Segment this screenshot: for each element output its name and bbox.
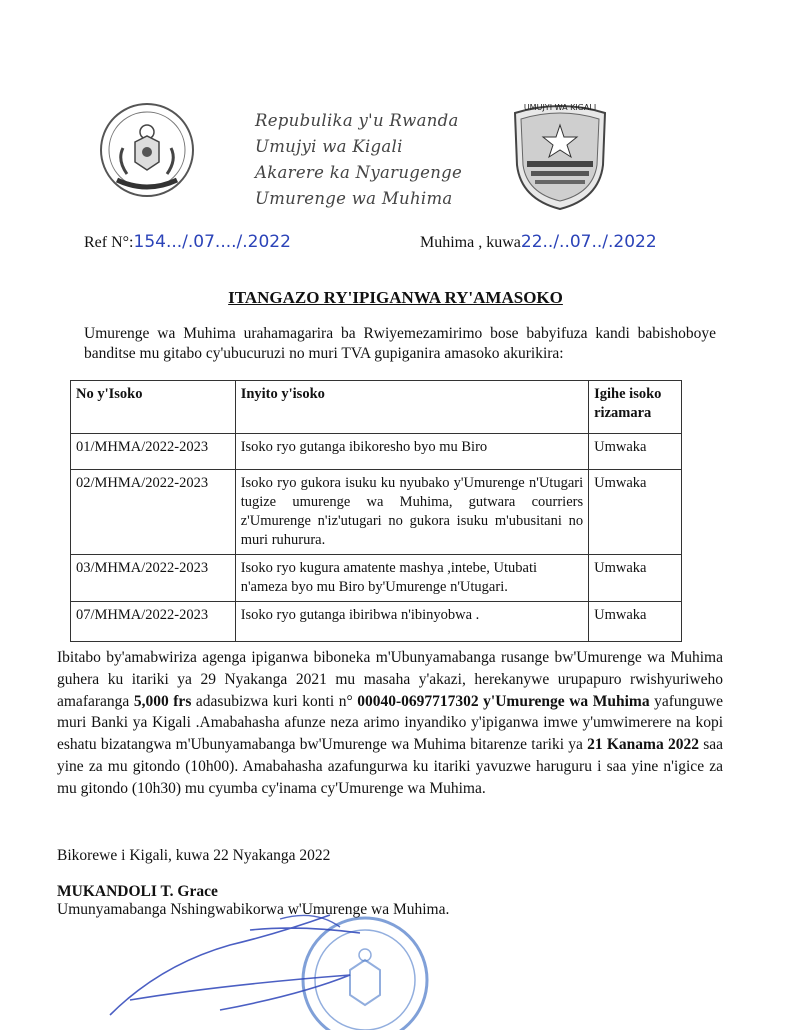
document-title: ITANGAZO RY'IPIGANWA RY'AMASOKO xyxy=(228,288,563,307)
body-text-2: adasubizwa kuri konti n° xyxy=(191,692,358,710)
dateline-prefix: Muhima , kuwa xyxy=(420,234,521,251)
dateline-value: 22../..07../.2022 xyxy=(520,232,657,252)
body-text-4: saa yine za mu gitondo (10h00). Amabahasha azafungurwa ku itariki yavuzwe haruguru i saa yine n'igice za mu gitondo (10h30) mu cyumba cy'inama cy'Umurenge wa Muhima. xyxy=(57,736,723,797)
city-logo-text: UMUJYI WA KIGALI xyxy=(523,103,597,112)
tender-duration: Umwaka xyxy=(589,555,682,602)
dateline xyxy=(420,232,657,252)
tender-number: 01/MHMA/2022-2023 xyxy=(71,434,236,470)
tender-number: 02/MHMA/2022-2023 xyxy=(71,470,236,555)
signatory-title: Umunyamabanga Nshingwabikorwa w'Umurenge wa Muhima. xyxy=(57,901,450,918)
table-row xyxy=(71,434,682,470)
table-row xyxy=(71,470,682,555)
signature-icon xyxy=(100,905,440,1024)
signatory-name: MUKANDOLI T. Grace xyxy=(57,883,218,900)
tender-title: Isoko ryo kugura amatente mashya ,intebe, Utubati n'ameza byo mu Biro by'Umurenge n'Utugari. xyxy=(235,555,588,602)
tender-number: 03/MHMA/2022-2023 xyxy=(71,555,236,602)
header-line-district: Akarere ka Nyarugenge xyxy=(255,163,463,182)
tender-duration: Umwaka xyxy=(589,434,682,470)
reference-number xyxy=(84,232,291,252)
bank-account: 00040-0697717302 y'Umurenge wa Muhima xyxy=(357,692,650,710)
reference-label: Ref N°: xyxy=(84,234,134,251)
reference-value: 154.../.07..../.2022 xyxy=(133,232,291,252)
header-line-sector: Umurenge wa Muhima xyxy=(255,189,453,208)
tender-duration: Umwaka xyxy=(589,470,682,555)
header-duration: Igihe isoko rizamara xyxy=(589,381,682,434)
kigali-city-logo-icon xyxy=(505,95,615,215)
tender-title: Isoko ryo gutanga ibikoresho byo mu Biro xyxy=(235,434,588,470)
header-line-city: Umujyi wa Kigali xyxy=(255,137,403,156)
header-tender-title: Inyito y'isoko xyxy=(235,381,588,434)
header-line-republic: Repubulika y'u Rwanda xyxy=(255,111,459,130)
body-text-3: yafunguwe muri Banki ya Kigali .Amabahasha afunze neza arimo inyandiko y'ipiganwa imwe y'umwimerere na kopi eshatu bizatangwa m'Ubunyamabanga bw'Umurenge wa Muhima bitarenze tariki ya xyxy=(57,692,723,754)
fee-amount: 5,000 frs xyxy=(133,692,192,710)
tender-title: Isoko ryo gutanga ibiribwa n'ibinyobwa . xyxy=(235,602,588,642)
tender-table xyxy=(70,380,682,642)
place-and-date: Bikorewe i Kigali, kuwa 22 Nyakanga 2022 xyxy=(57,847,331,864)
header-letterhead xyxy=(255,108,462,212)
body-paragraph xyxy=(57,647,723,800)
header-tender-number: No y'Isoko xyxy=(71,381,236,434)
body-text-1: Ibitabo by'amabwiriza agenga ipiganwa biboneka m'Ubunyamabanga rusange bw'Umurenge wa Muhima guhera ku itariki ya 29 Nyakanga 2021 mu masaha y'akazi, herekanywe urupapuro rwishyuriweho amafaranga xyxy=(57,649,723,710)
table-row xyxy=(71,555,682,602)
deadline-date: 21 Kanama 2022 xyxy=(587,736,699,754)
rwanda-seal-icon xyxy=(97,98,197,208)
tender-number: 07/MHMA/2022-2023 xyxy=(71,602,236,642)
table-header-row xyxy=(71,381,682,434)
table-row xyxy=(71,602,682,642)
tender-title: Isoko ryo gukora isuku ku nyubako y'Umurenge n'Utugari tugize umurenge wa Muhima, gutwara courriers z'Umurenge n'iz'utugari no gukora isuku m'ubusitani no muri ruhurura. xyxy=(235,470,588,555)
tender-duration: Umwaka xyxy=(589,602,682,642)
intro-paragraph: Umurenge wa Muhima urahamagarira ba Rwiyemezamirimo bose babyifuza kandi babishoboye banditse mu gitabo cy'ubucuruzi no muri TVA gupiganira amasoko akurikira: xyxy=(84,325,716,362)
